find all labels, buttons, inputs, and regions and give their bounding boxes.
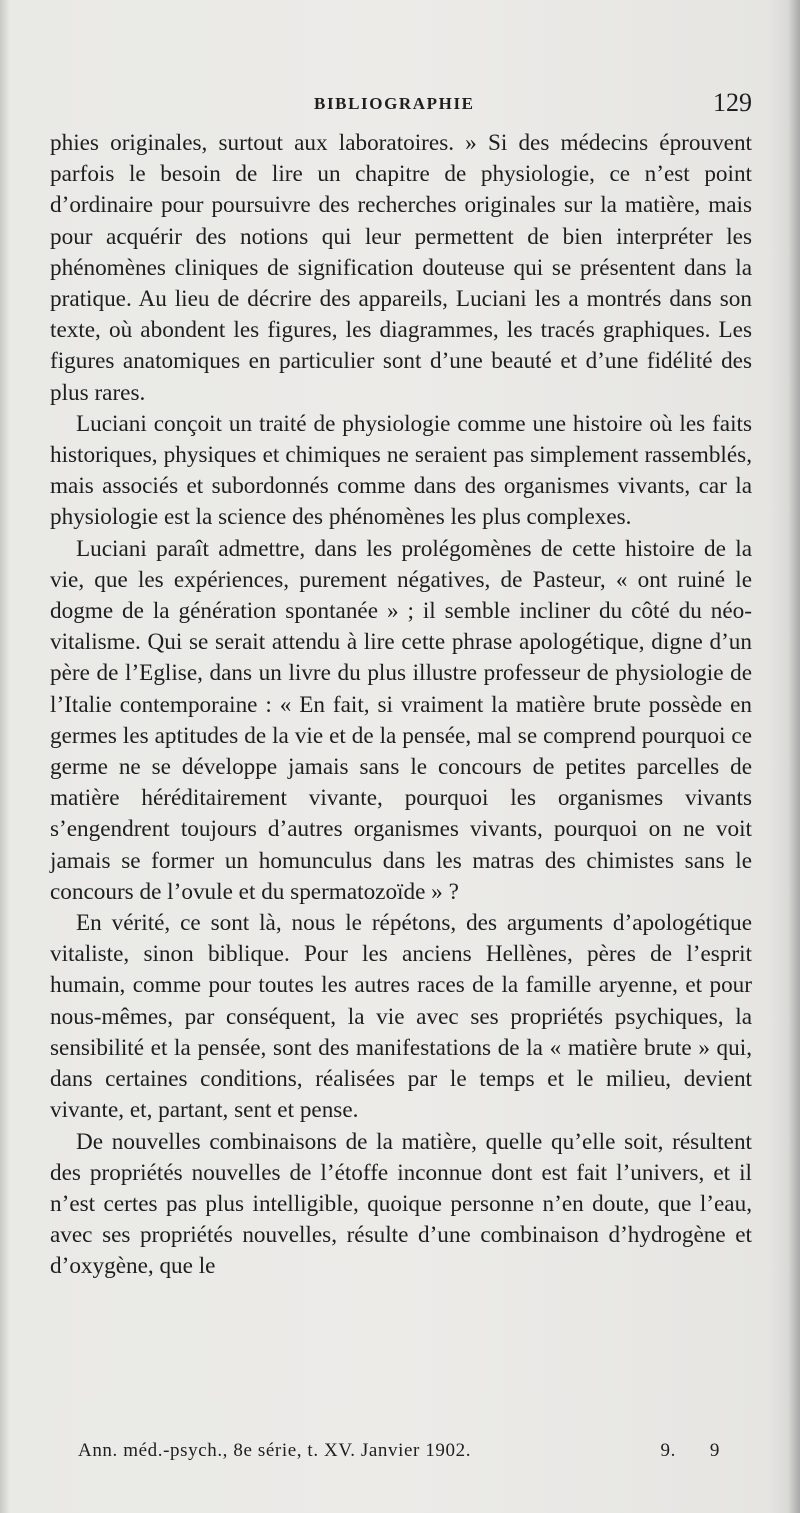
running-head: BIBLIOGRAPHIE [314,94,475,113]
journal-citation: Ann. méd.-psych., 8e série, t. XV. Janvier 1902. [78,1440,472,1461]
signature-mark-right: 9 [709,1440,720,1461]
scan-edge-shadow [788,0,800,1513]
page-footer [78,1440,720,1468]
paragraph-3: Luciani paraît admettre, dans les prolégomènes de cette histoire de la vie, que les expériences, purement négatives, de Pasteur, « ont ruiné le dogme de la génération spontanée » ; il semble incliner du côté du néo-vitalisme. Qui se serait attendu à lire cette phrase apologétique, digne d’un père de l’Eglise, dans un livre du plus illustre professeur de physiologie de l’Italie contemporaine : « En fait, si vraiment la matière brute possède en germes les aptitudes de la vie et de la pensée, mal se comprend pourquoi ce germe ne se développe jamais sans le concours de petites parcelles de matière héréditairement vivante, pourquoi les organismes vivants s’engendrent toujours d’autres organismes vivants, pourquoi on ne voit jamais se former un homunculus dans les matras des chimistes sans le concours de l’ovule et du spermatozoïde » ? [50,535,752,905]
paragraph-5: De nouvelles combinaisons de la matière, quelle qu’elle soit, résultent des propriétés nouvelles de l’étoffe inconnue dont est fait l’univers, et il n’est certes pas plus intelligible, quoique personne n’en doute, que l’eau, avec ses propriétés nouvelles, résulte d’une combinaison d’hydrogène et d’oxygène, que le [50,1128,752,1280]
paragraph-1: phies originales, surtout aux laboratoires. » Si des médecins éprouvent parfois le besoin de lire un chapitre de physiologie, ce n’est point d’ordinaire pour poursuivre des recherches originales sur la matière, mais pour acquérir des notions qui leur permettent de bien interpréter les phénomènes cliniques de signification douteuse qui se présentent dans la pratique. Au lieu de décrire des appareils, Luciani les a montrés dans son texte, où abondent les figures, les diagrammes, les tracés graphiques. Les figures anatomiques en particulier sont d’une beauté et d’une fidélité des plus rares. [50,130,752,406]
page-number: 129 [713,88,752,117]
signature-mark-left: 9. [660,1440,676,1461]
paragraph-4: En vérité, ce sont là, nous le répétons, des arguments d’apologétique vitaliste, sinon biblique. Pour les anciens Hellènes, pères de l’esprit humain, comme pour toutes les autres races de la famille aryenne, et pour nous-mêmes, par conséquent, la vie avec ses propriétés psychiques, la sensibilité et la pensée, sont des manifestations de la « matière brute » qui, dans certaines conditions, réalisées par le temps et le milieu, devient vivante, et, partant, sent et pense. [50,910,752,1124]
paragraph-2: Luciani conçoit un traité de physiologie comme une histoire où les faits historiques, physiques et chimiques ne seraient pas simplement rassemblés, mais associés et subordonnés comme dans des organismes vivants, car la physiologie est la science des phénomènes les plus complexes. [50,410,752,531]
body-text [50,128,752,1283]
page-header [52,88,752,122]
